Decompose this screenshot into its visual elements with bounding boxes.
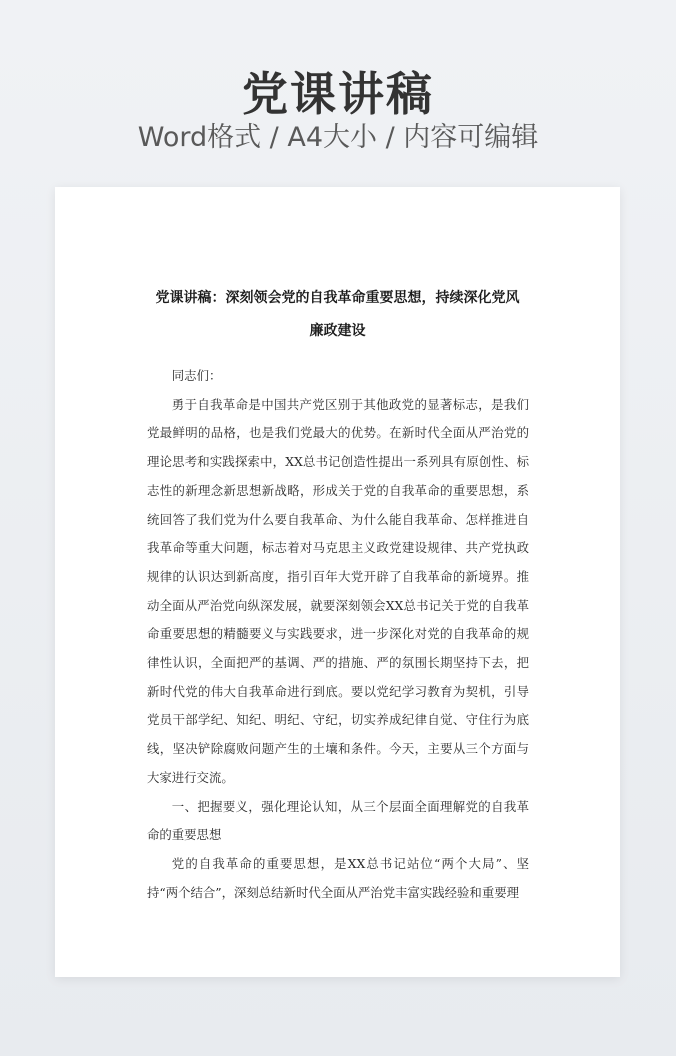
body-paragraph-2: 党的自我革命的重要思想，是XX总书记站位“两个大局”、坚持“两个结合”，深刻总结新时代全面从严治党丰富实践经验和重要理 [147,855,529,900]
body-paragraph-1: 勇于自我革命是中国共产党区别于其他政党的显著标志，是我们党最鲜明的品格，也是我们党最大的优势。在新时代全面从严治党的理论思考和实践探索中，XX总书记创造性提出一系列具有原创性、标志性的新理念新思想新战略，形成关于党的自我革命的重要思想，系统回答了我们党为什么要自我革命、为什么能自我革命、怎样推进自我革命等重大问题，标志着对马克思主义政党建设规律、共产党执政规律的认识达到新高度，指引百年大党开辟了自我革命的新境界。推动全面从严治党向纵深发展，就要深刻领会XX总书记关于党的自我革命重要思想的精髓要义与实践要求，进一步深化对党的自我革命的规律性认识，全面把严的基调、严的措施、严的氛围长期坚持下去，把新时代党的伟大自我革命进行到底。要以党纪学习教育为契机，引导党员干部学纪、知纪、明纪、守纪，切实养成纪律自觉、守住行为底线，坚决铲除腐败问题产生的土壤和条件。今天，主要从三个方面与大家进行交流。 [147,396,529,785]
document-body [147,362,529,907]
document-page [55,187,620,977]
document-title-line-2: 廉政建设 [309,323,366,339]
section-heading-1: 一、把握要义，强化理论认知，从三个层面全面理解党的自我革命的重要思想 [147,798,529,843]
salutation: 同志们： [171,368,222,383]
banner-title: 党课讲稿 [242,67,434,121]
document-title-line-1: 党课讲稿：深刻领会党的自我革命重要思想，持续深化党风 [155,290,520,306]
document-title [55,282,620,348]
banner-subtitle: Word格式 / A4大小 / 内容可编辑 [137,122,539,153]
